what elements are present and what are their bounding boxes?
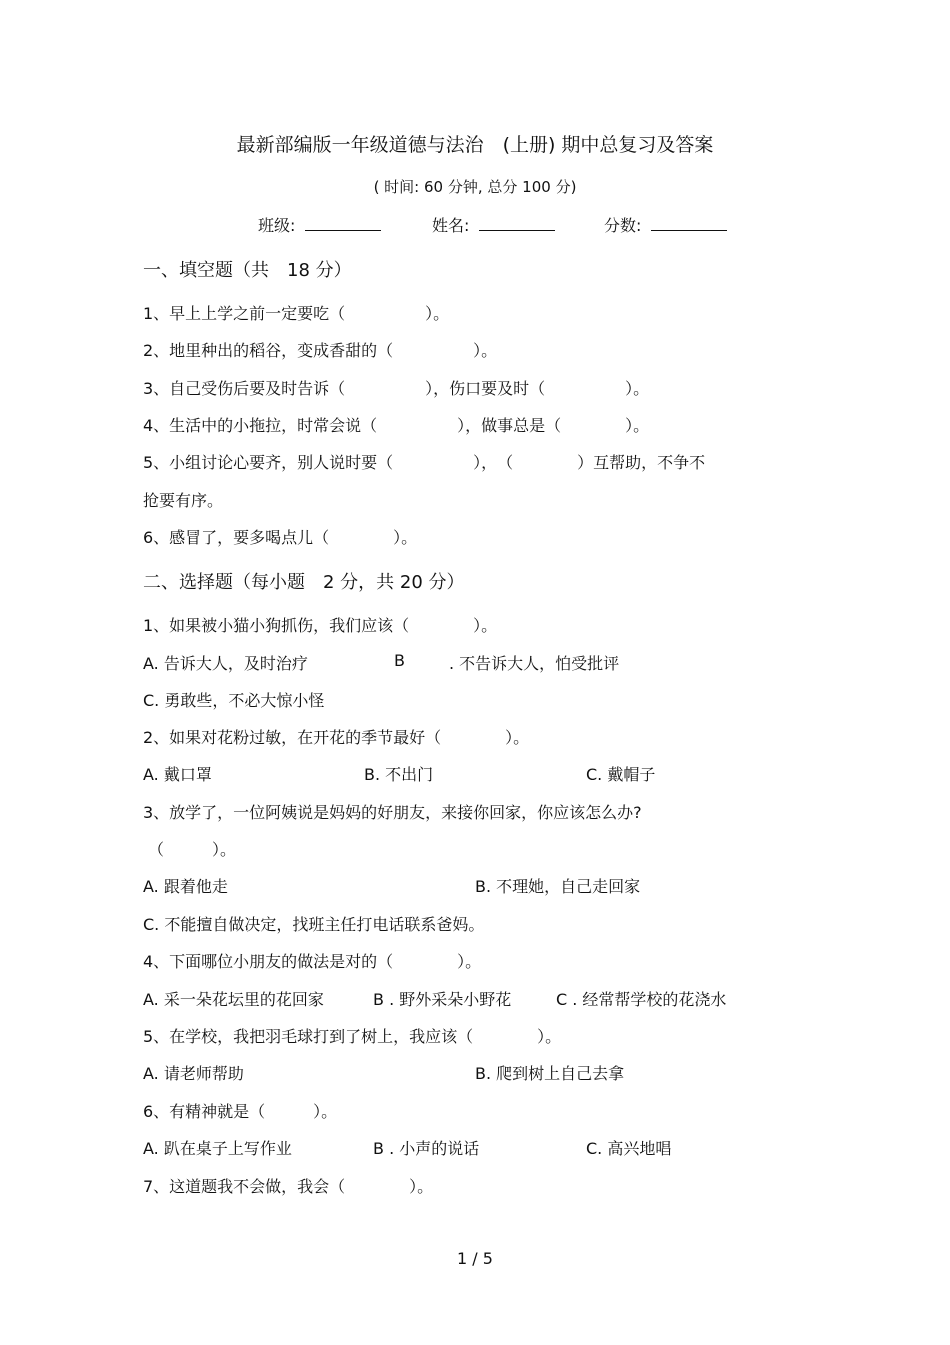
choice-q3-option-a: A. 跟着他走 (143, 877, 228, 896)
page-number: 1 / 5 (457, 1249, 493, 1268)
choice-q2-option-c: C. 戴帽子 (586, 765, 656, 784)
choice-q5: 5、在学校，我把羽毛球打到了树上，我应该（ ）。 (143, 1027, 562, 1046)
section-fill-blank-heading: 一、填空题（共 18 分） (143, 260, 352, 281)
fill-q5-line1: 5、小组讨论心要齐，别人说时要（ ）， （ ）互帮助，不争不 (143, 453, 706, 472)
class-field (258, 212, 381, 236)
fill-q6: 6、感冒了，要多喝点儿（ ）。 (143, 528, 418, 547)
fill-q1: 1、早上上学之前一定要吃（ ）。 (143, 304, 450, 323)
choice-q3-option-b: B. 不理她，自己走回家 (475, 877, 641, 896)
fill-q4: 4、生活中的小拖拉，时常会说（ ），做事总是（ ）。 (143, 416, 650, 435)
choice-q1-option-b-letter: B (394, 651, 405, 670)
choice-q2-option-a: A. 戴口罩 (143, 765, 212, 784)
fill-q5-line2: 抢要有序。 (143, 491, 224, 510)
choice-q2: 2、如果对花粉过敏，在开花的季节最好（ ）。 (143, 728, 530, 747)
choice-q2-option-b: B. 不出门 (364, 765, 434, 784)
choice-q6-option-a: A. 趴在桌子上写作业 (143, 1139, 292, 1158)
choice-q5-option-b: B. 爬到树上自己去拿 (475, 1064, 625, 1083)
choice-q5-option-a: A. 请老师帮助 (143, 1064, 244, 1083)
exam-info: ( 时间: 60 分钟, 总分 100 分) (373, 178, 577, 196)
name-label: 姓名: (432, 216, 470, 235)
choice-q6-option-b: B . 小声的说话 (373, 1139, 480, 1158)
name-field (432, 212, 555, 236)
choice-q4-option-a: A. 采一朵花坛里的花回家 (143, 990, 324, 1009)
score-label: 分数: (604, 216, 642, 235)
choice-q6-option-c: C. 高兴地唱 (586, 1139, 672, 1158)
class-label: 班级: (258, 216, 296, 235)
class-blank[interactable] (305, 212, 381, 231)
section-choice-heading: 二、选择题（每小题 2 分，共 20 分） (143, 572, 465, 593)
fill-q3: 3、自己受伤后要及时告诉（ ），伤口要及时（ ）。 (143, 379, 650, 398)
choice-q1-option-b: . 不告诉大人，怕受批评 (449, 654, 620, 673)
choice-q3-line1: 3、放学了，一位阿姨说是妈妈的好朋友，来接你回家，你应该怎么办? (143, 803, 642, 822)
choice-q7: 7、这道题我不会做，我会（ ）。 (143, 1177, 434, 1196)
choice-q1-option-a: A. 告诉大人，及时治疗 (143, 654, 308, 673)
choice-q4: 4、下面哪位小朋友的做法是对的（ ）。 (143, 952, 482, 971)
choice-q1-option-c: C. 勇敢些，不必大惊小怪 (143, 691, 325, 710)
name-blank[interactable] (479, 212, 555, 231)
page-title: 最新部编版一年级道德与法治 (上册) 期中总复习及答案 (236, 134, 714, 156)
fill-q2: 2、地里种出的稻谷，变成香甜的（ ）。 (143, 341, 498, 360)
choice-q6: 6、有精神就是（ ）。 (143, 1102, 338, 1121)
choice-q4-option-c: C . 经常帮学校的花浇水 (556, 990, 727, 1009)
choice-q1: 1、如果被小猫小狗抓伤，我们应该（ ）。 (143, 616, 498, 635)
choice-q3-line2: （ ）。 (148, 840, 237, 859)
choice-q4-option-b: B . 野外采朵小野花 (373, 990, 512, 1009)
score-blank[interactable] (651, 212, 727, 231)
score-field (604, 212, 727, 236)
choice-q3-option-c: C. 不能擅自做决定，找班主任打电话联系爸妈。 (143, 915, 485, 934)
